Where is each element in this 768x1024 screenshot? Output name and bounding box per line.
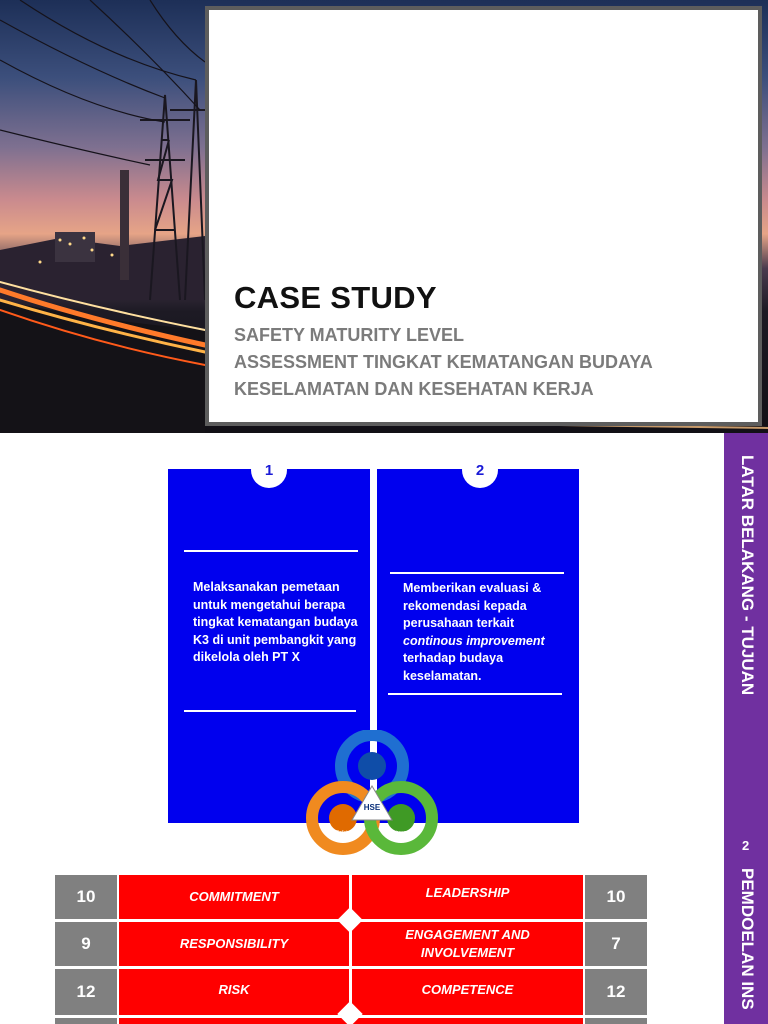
section-label: LATAR BELAKANG - TUJUAN (738, 455, 757, 696)
objective-text (403, 580, 563, 685)
objective-number-badge: 2 (462, 452, 498, 488)
score-cell: 10 (55, 875, 117, 919)
score-cell (585, 1018, 647, 1024)
dimension-cell: COMMITMENT (119, 875, 349, 919)
title-card (205, 6, 762, 426)
hse-logo-label: Environment (386, 830, 416, 836)
score-cell: 10 (585, 875, 647, 919)
page-subtitle (234, 322, 744, 403)
dimension-cell: LEADERSHIP (352, 875, 583, 919)
hse-logo-label: HSE (363, 803, 381, 812)
objective-text-emphasis: continous improvement (403, 633, 545, 648)
score-cell (55, 1018, 117, 1024)
dimension-cell (119, 1018, 349, 1024)
score-cell: 12 (55, 969, 117, 1015)
score-cell: 7 (585, 922, 647, 966)
hse-logo (300, 730, 445, 862)
dimension-cell: ENGAGEMENT AND INVOLVEMENT (352, 922, 583, 966)
section-number: 2 (742, 838, 750, 853)
objective-text-part: terhadap budaya keselamatan. (403, 651, 504, 683)
dimension-cell: RESPONSIBILITY (119, 922, 349, 966)
score-cell: 9 (55, 922, 117, 966)
subtitle-line: KESELAMATAN DAN KESEHATAN KERJA (234, 379, 594, 399)
score-cell: 12 (585, 969, 647, 1015)
hse-logo-label: Safety (335, 830, 351, 836)
objective-text-part: Memberikan evaluasi & rekomendasi kepada perusahaan terkait (403, 581, 542, 630)
dimension-cell: COMPETENCE (352, 969, 583, 1015)
page-title: CASE STUDY (234, 280, 437, 315)
section-label: PEMDOELAN INS (738, 868, 757, 1010)
objective-text: Melaksanakan pemetaan untuk mengetahui berapa tingkat kematangan budaya K3 di unit pembangkit yang dikelola oleh PT X (193, 580, 358, 664)
divider (184, 550, 358, 552)
divider (184, 710, 356, 712)
divider (390, 572, 564, 574)
divider (388, 693, 562, 695)
subtitle-line: SAFETY MATURITY LEVEL (234, 325, 465, 345)
subtitle-line: ASSESSMENT TINGKAT KEMATANGAN BUDAYA (234, 352, 653, 372)
dimension-cell: RISK (119, 969, 349, 1015)
objective-number-badge: 1 (251, 452, 287, 488)
dimension-cell (352, 1018, 583, 1024)
